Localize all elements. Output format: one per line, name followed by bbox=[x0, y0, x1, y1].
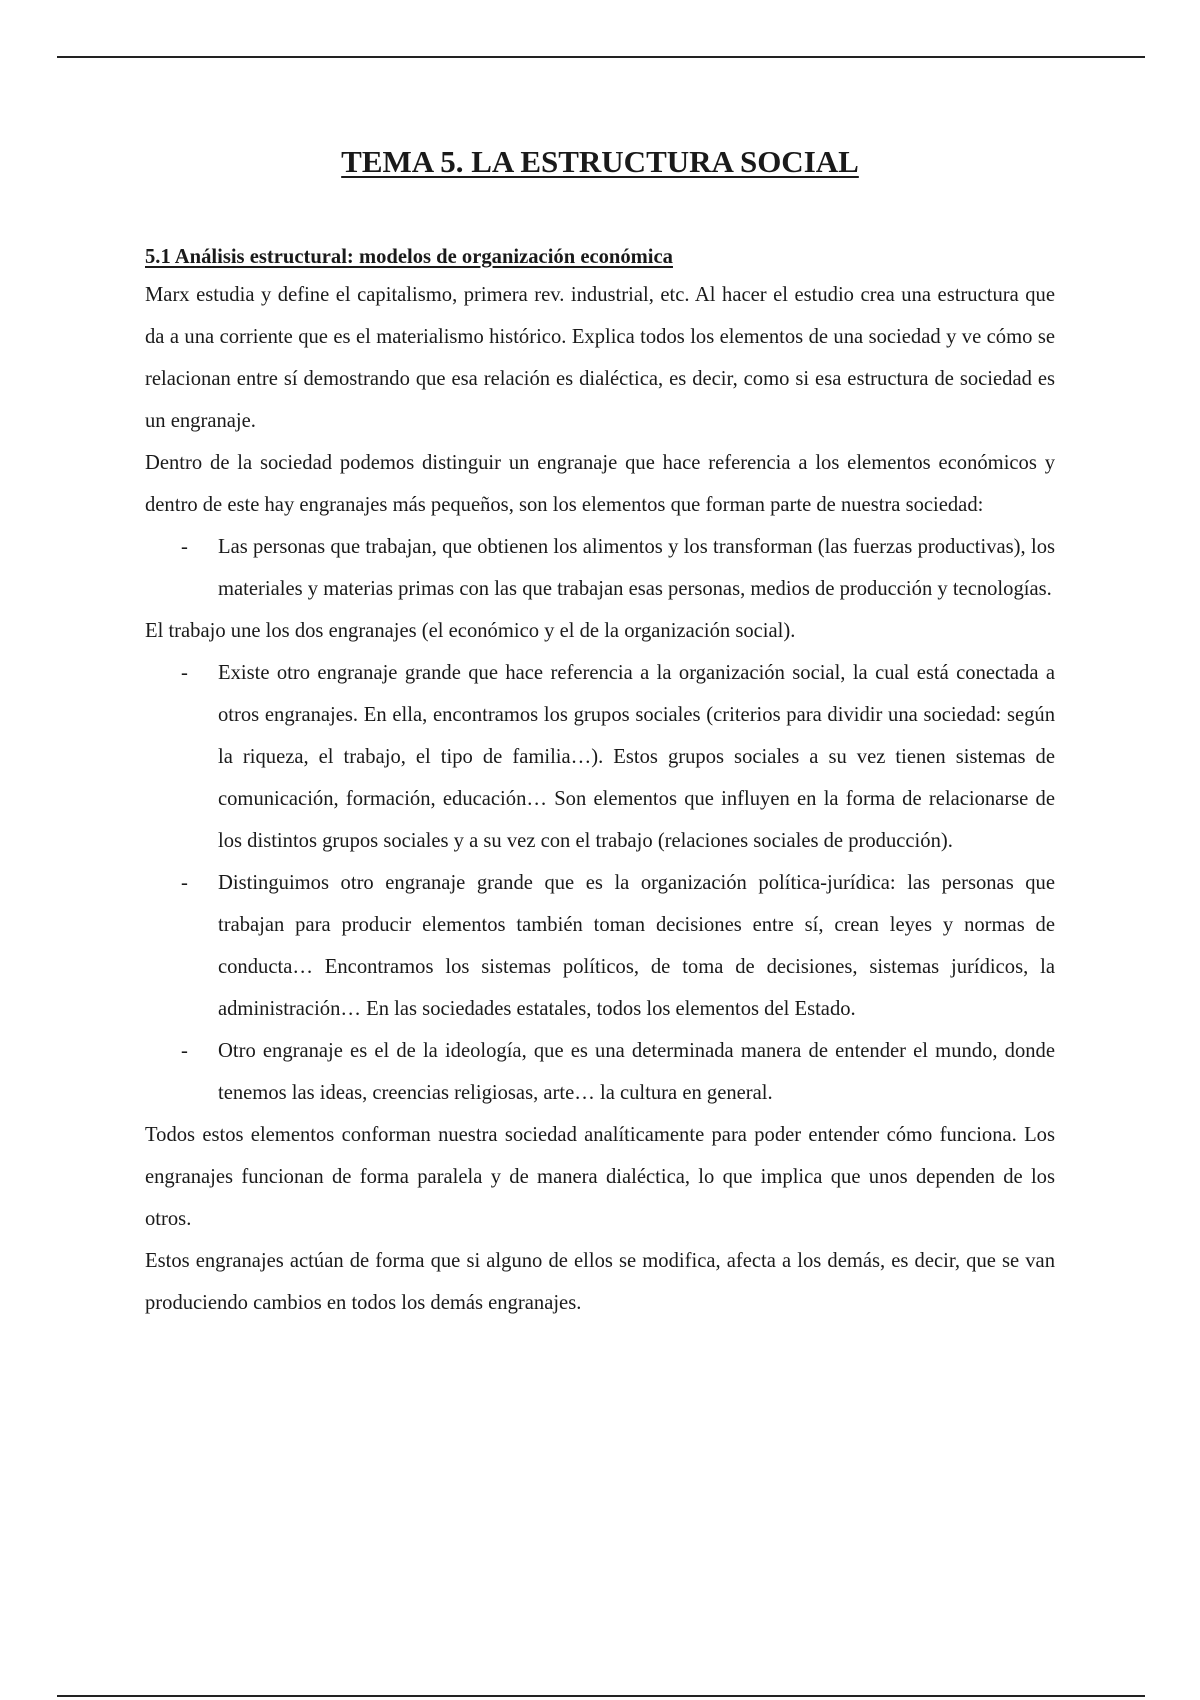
section-heading: 5.1 Análisis estructural: modelos de organización económica bbox=[145, 246, 673, 268]
bullet-dash: - bbox=[181, 662, 188, 684]
bullet-dash: - bbox=[181, 1040, 188, 1062]
bullet-text: Existe otro engranaje grande que hace referencia a la organización social, la cual está conectada a otros engranajes. En ella, encontramos los grupos sociales (criterios para dividir una sociedad: según la riqueza, el trabajo, el tipo de familia…). Estos grupos sociales a su vez tienen sistemas de comunicación, formación, educación… Son elementos que influyen en la forma de relacionarse de los distintos grupos sociales y a su vez con el trabajo (relaciones sociales de producción). bbox=[218, 662, 1055, 852]
page-title: TEMA 5. LA ESTRUCTURA SOCIAL bbox=[341, 144, 859, 179]
paragraph-gears: Dentro de la sociedad podemos distinguir un engranaje que hace referencia a los elementos económicos y dentro de este hay engranajes más pequeños, son los elementos que forman parte de nuestra sociedad: bbox=[145, 452, 1055, 516]
document-body bbox=[145, 240, 1055, 1324]
bottom-rule bbox=[57, 1695, 1145, 1697]
paragraph-intro: Marx estudia y define el capitalismo, primera rev. industrial, etc. Al hacer el estudio crea una estructura que da a una corriente que es el materialismo histórico. Explica todos los elementos de una sociedad y ve cómo se relacionan entre sí demostrando que esa relación es dialéctica, es decir, como si esa estructura de sociedad es un engranaje. bbox=[145, 284, 1055, 432]
bullet-text: Las personas que trabajan, que obtienen los alimentos y los transforman (las fuerzas productivas), los materiales y materias primas con las que trabajan esas personas, medios de producción y tecnologías. bbox=[218, 536, 1055, 600]
list-item bbox=[145, 526, 1055, 610]
bullet-text: Distinguimos otro engranaje grande que es la organización política-jurídica: las personas que trabajan para producir elementos también toman decisiones entre sí, crean leyes y normas de conducta… Encontramos los sistemas políticos, de toma de decisiones, sistemas jurídicos, la administración… En las sociedades estatales, todos los elementos del Estado. bbox=[218, 872, 1055, 1020]
bullet-dash: - bbox=[181, 872, 188, 894]
list-item bbox=[145, 862, 1055, 1030]
paragraph-final: Estos engranajes actúan de forma que si alguno de ellos se modifica, afecta a los demás, es decir, que se van produciendo cambios en todos los demás engranajes. bbox=[145, 1250, 1055, 1314]
list-item bbox=[145, 652, 1055, 862]
bullet-text: Otro engranaje es el de la ideología, que es una determinada manera de entender el mundo, donde tenemos las ideas, creencias religiosas, arte… la cultura en general. bbox=[218, 1040, 1055, 1104]
list-item bbox=[145, 1030, 1055, 1114]
bullet-dash: - bbox=[181, 536, 188, 558]
paragraph-closing: Todos estos elementos conforman nuestra sociedad analíticamente para poder entender cómo funciona. Los engranajes funcionan de forma paralela y de manera dialéctica, lo que implica que unos dependen de los otros. bbox=[145, 1124, 1055, 1230]
top-rule bbox=[57, 56, 1145, 58]
paragraph-work: El trabajo une los dos engranajes (el económico y el de la organización social). bbox=[145, 620, 796, 642]
